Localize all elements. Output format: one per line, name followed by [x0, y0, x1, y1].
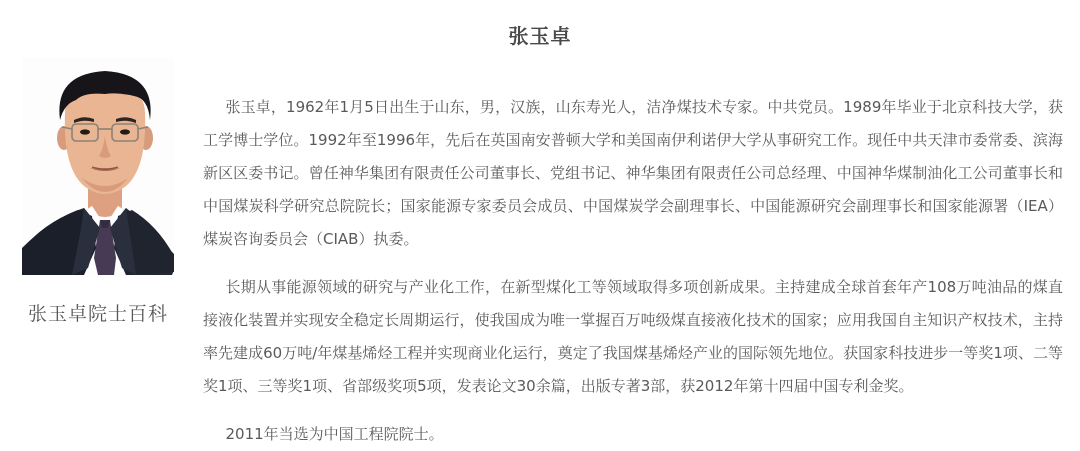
bio-paragraph-3: 2011年当选为中国工程院院士。	[225, 425, 444, 443]
bio-paragraph-2: 长期从事能源领域的研究与产业化工作，在新型煤化工等领域取得多项创新成果。主持建成全球首套年产108万吨油品的煤直接液化装置并实现安全稳定长周期运行，使我国成为唯一掌握百万吨级煤直接液化技术的国家；应用我国自主知识产权技术，主持率先建成60万吨/年煤基烯烃工程并实现商业化运行，奠定了我国煤基烯烃产业的国际领先地位。获国家科技进步一等奖1项、二等奖1项、三等奖1项、省部级奖项5项，发表论文30余篇，出版专著3部，获2012年第十四届中国专利金奖。	[203, 278, 1063, 395]
photo-caption: 张玉卓院士百科	[27, 303, 168, 325]
bio-paragraph-1: 张玉卓，1962年1月5日出生于山东，男，汉族，山东寿光人，洁净煤技术专家。中共党员。1989年毕业于北京科技大学，获工学博士学位。1992年至1996年，先后在英国南安普顿大学和美国南伊利诺伊大学从事研究工作。现任中共天津市委常委、滨海新区区委书记。曾任神华集团有限责任公司董事长、党组书记、神华集团有限责任公司总经理、中国神华煤制油化工公司董事长和中国煤炭科学研究总院院长；国家能源专家委员会成员、中国煤炭学会副理事长、中国能源研究会副理事长和国家能源署（IEA）煤炭咨询委员会（CIAB）执委。	[203, 98, 1063, 248]
portrait-photo-image	[22, 58, 174, 275]
portrait-photo	[22, 58, 174, 275]
page-title: 张玉卓	[508, 24, 572, 48]
biography-text	[203, 91, 1063, 451]
